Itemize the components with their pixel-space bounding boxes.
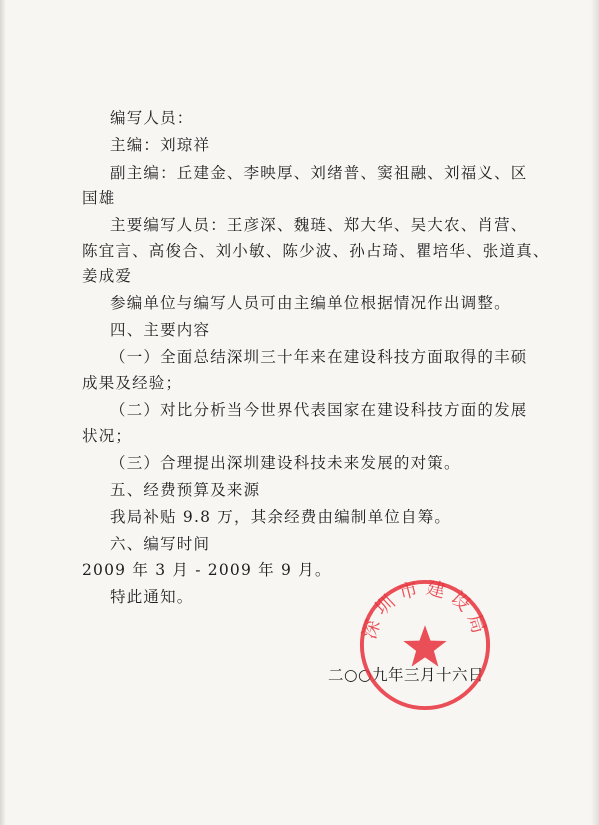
content-item-1-cont: 成果及经验； [82,374,183,392]
budget-line: 我局补贴 9.8 万，其余经费由编制单位自筹。 [110,508,452,526]
issue-date: 二○○九年三月十六日 [328,666,485,684]
closing-line: 特此通知。 [110,588,194,606]
section-6-heading: 六、编写时间 [110,535,211,553]
participating-units-note: 参编单位与编写人员可由主编单位根据情况作出调整。 [110,294,511,312]
main-writers-line-cont: 陈宜言、高俊合、刘小敏、陈少波、孙占琦、瞿培华、张道真、 [82,242,550,260]
schedule-line: 2009 年 3 月 - 2009 年 9 月。 [82,561,332,579]
chief-editor-line: 主编：刘琼祥 [110,136,211,154]
content-item-3: （三）合理提出深圳建设科技未来发展的对策。 [110,454,461,472]
section-5-heading: 五、经费预算及来源 [110,481,261,499]
editors-heading: 编写人员： [110,109,194,127]
content-item-2: （二）对比分析当今世界代表国家在建设科技方面的发展 [110,401,528,419]
official-seal-icon [356,576,494,714]
seal-text: 深圳市建设局 [359,577,491,642]
content-item-1: （一）全面总结深圳三十年来在建设科技方面取得的丰硕 [110,348,528,366]
seal-star-icon [403,625,446,666]
section-4-heading: 四、主要内容 [110,321,211,339]
content-item-2-cont: 状况； [82,427,133,445]
deputy-editors-line-cont: 国雄 [82,189,116,207]
main-writers-line: 主要编写人员：王彦深、魏琏、郑大华、吴大农、肖营、 [110,216,528,234]
main-writers-line-end: 姜成爱 [82,267,133,285]
deputy-editors-line: 副主编：丘建金、李映厚、刘绪普、窦祖融、刘福义、区 [110,164,528,182]
